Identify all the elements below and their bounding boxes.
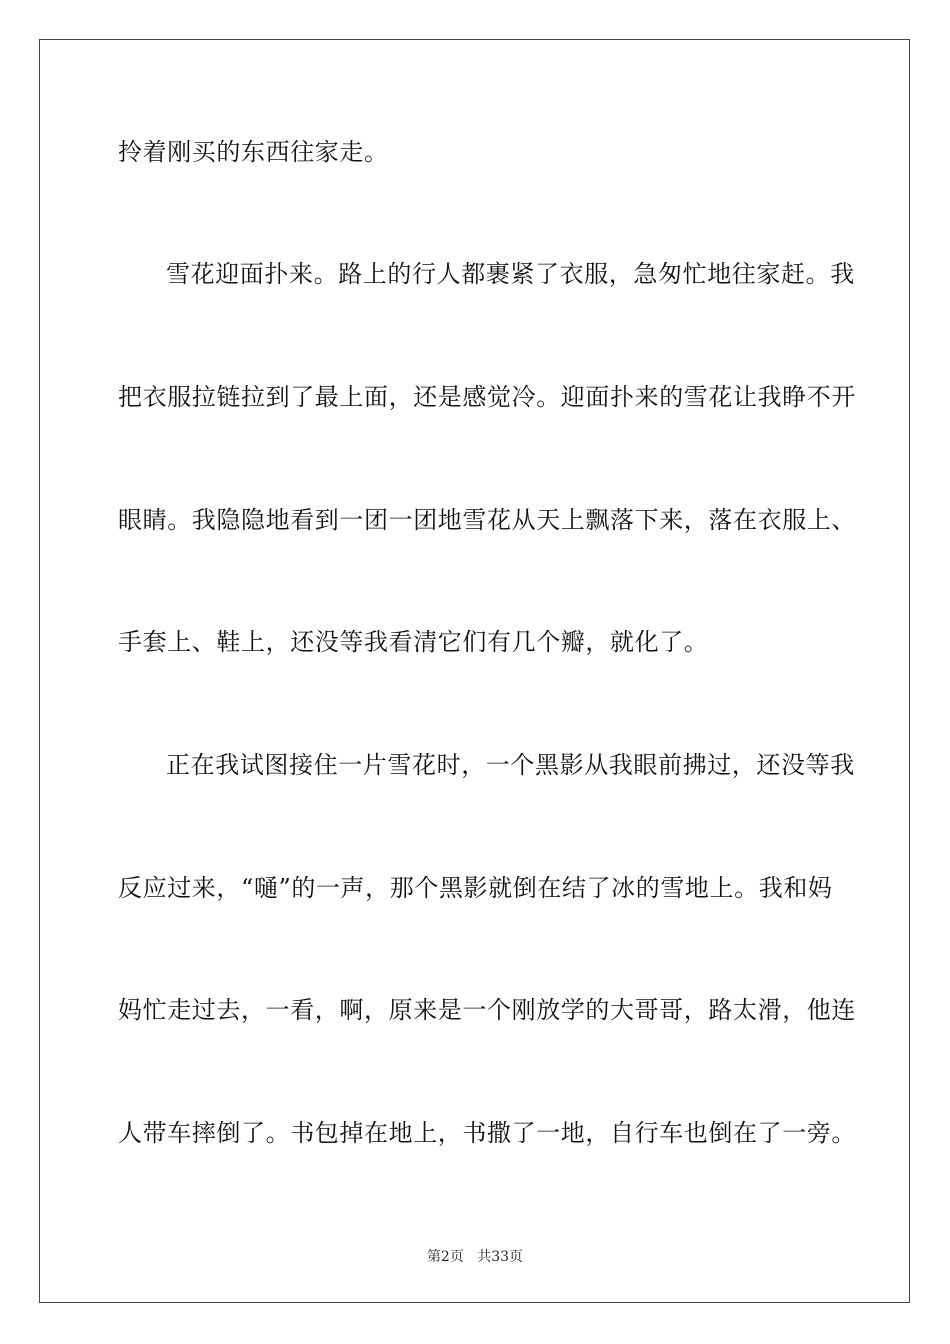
text-line: 反应过来，“嗵”的一声，那个黑影就倒在结了冰的雪地上。我和妈 <box>118 874 833 902</box>
page-total: 共33页 <box>477 1249 524 1265</box>
page-number: 第2页 <box>426 1249 464 1265</box>
page-frame <box>39 39 910 1303</box>
paragraph-start-line: 雪花迎面扑来。路上的行人都裹紧了衣服，急匆忙地往家赶。我 <box>166 260 855 288</box>
text-line: 把衣服拉链拉到了最上面，还是感觉冷。迎面扑来的雪花让我睁不开 <box>118 383 856 411</box>
paragraph-start-line: 正在我试图接住一片雪花时，一个黑影从我眼前拂过，还没等我 <box>166 751 855 779</box>
page-footer <box>0 1246 950 1266</box>
text-line: 人带车摔倒了。书包掉在地上，书撒了一地，自行车也倒在了一旁。 <box>118 1119 856 1147</box>
text-line: 手套上、鞋上，还没等我看清它们有几个瓣，就化了。 <box>118 628 709 656</box>
text-line: 拎着刚买的东西往家走。 <box>118 138 389 166</box>
text-line: 妈忙走过去，一看，啊，原来是一个刚放学的大哥哥，路太滑，他连 <box>118 996 856 1024</box>
text-line: 眼睛。我隐隐地看到一团一团地雪花从天上飘落下来，落在衣服上、 <box>118 506 856 534</box>
